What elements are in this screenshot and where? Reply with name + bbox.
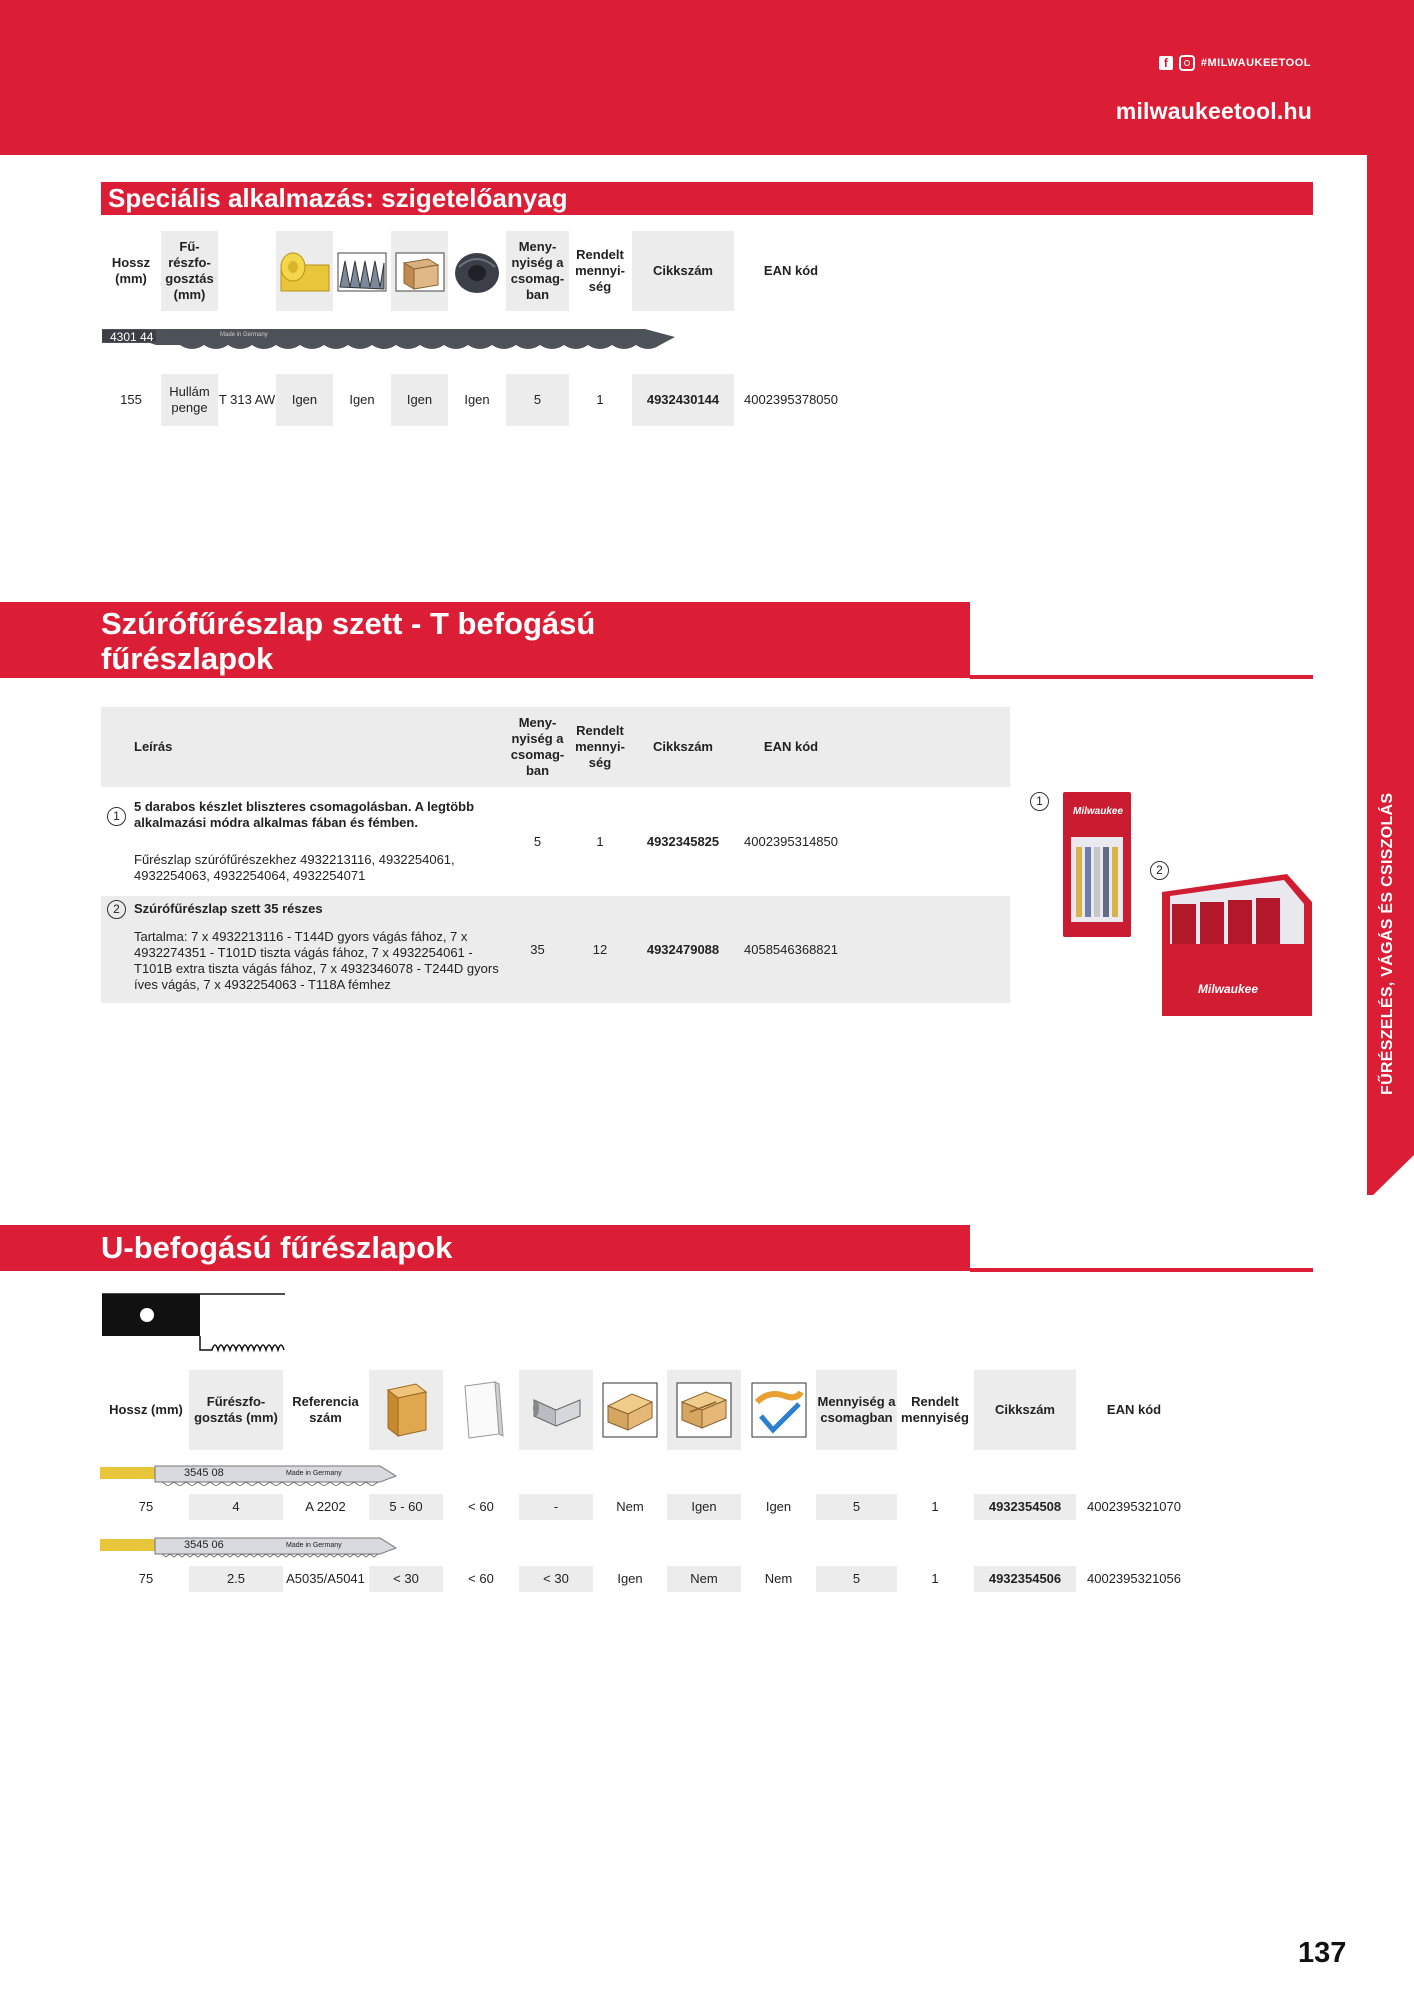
col-cikkszam: Cikkszám — [632, 231, 734, 311]
material-cardboard-icon — [391, 231, 448, 311]
col-qty: Meny-nyiség a csomag-ban — [510, 715, 565, 778]
col-cikkszam: Cikkszám — [653, 739, 713, 754]
cell-m5: Nem — [667, 1566, 741, 1592]
col-ean: EAN kód — [763, 263, 819, 278]
cell-qty: 5 — [816, 1494, 897, 1520]
brand-logo: Milwaukee — [1198, 982, 1259, 996]
image-label-2: 2 — [1150, 861, 1169, 880]
cell-m1: Igen — [276, 374, 333, 426]
instagram-icon[interactable] — [1179, 55, 1195, 71]
cell-cikkszam: 4932479088 — [646, 942, 720, 957]
display-box-image — [1162, 874, 1312, 1016]
row-body: Fűrészlap szúrófűrészekhez 4932213116, 4932254061, 4932254063, 4932254064, 4932254071 — [134, 852, 455, 883]
page-number: 137 — [1298, 1937, 1347, 1969]
row-title: Szúrófűrészlap szett 35 részes — [134, 901, 323, 916]
cell-fogasztas: Hullám penge — [161, 374, 218, 426]
cell-m4: Igen — [464, 392, 490, 407]
cell-m5: Igen — [667, 1494, 741, 1520]
section1-title: Speciális alkalmazás: szigetelőanyag — [101, 182, 1313, 215]
material-wood-cut-icon — [667, 1370, 741, 1450]
cell-ref: T 313 AW — [218, 392, 276, 407]
cell-ean: 4058546368821 — [744, 942, 838, 957]
site-url[interactable]: milwaukeetool.hu — [1115, 98, 1312, 124]
section3-rule — [970, 1268, 1313, 1272]
cell-m3: < 30 — [519, 1566, 593, 1592]
row-number: 2 — [107, 900, 126, 919]
cell-qty: 5 — [506, 374, 569, 426]
col-ref: Referencia szám — [292, 1394, 359, 1425]
cell-ref: A 2202 — [305, 1499, 346, 1514]
cell-ean: 4002395378050 — [744, 392, 838, 407]
material-pipe-icon — [519, 1370, 593, 1450]
hashtag: #MILWAUKEETOOL — [1200, 57, 1311, 69]
brand-logo: Milwaukee — [1073, 806, 1124, 817]
col-ordered: Rendelt mennyi-ség — [575, 247, 625, 294]
cell-m2: < 60 — [468, 1571, 494, 1586]
cell-m1: 5 - 60 — [369, 1494, 443, 1520]
cell-hossz: 75 — [138, 1571, 154, 1586]
blade-label: 3545 06 — [184, 1539, 224, 1551]
blister-pack-image — [1063, 792, 1131, 937]
col-hossz: Hossz (mm) — [109, 1402, 183, 1417]
blade-made: Made in Germany — [286, 1542, 342, 1549]
material-rubber-icon — [449, 231, 505, 311]
section3-title: U-befogású fűrészlapok — [0, 1225, 970, 1271]
cell-m4: Igen — [617, 1571, 643, 1586]
section2-rule — [970, 675, 1313, 679]
col-ean: EAN kód — [1106, 1402, 1162, 1417]
cell-fogasztas: 4 — [189, 1494, 283, 1520]
section2-title-line2: fűrészlapok — [101, 641, 274, 676]
section2-title — [0, 602, 970, 678]
section2-title-line1: Szúrófűrészlap szett - T befogású — [101, 606, 596, 641]
u-blade-image-1 — [100, 1464, 400, 1486]
cell-hossz: 75 — [138, 1499, 154, 1514]
cell-m6: Nem — [764, 1571, 793, 1586]
blade-label: 4301 44 — [110, 330, 154, 344]
col-fogasztas: Fűrészfo-gosztás (mm) — [189, 1370, 283, 1450]
material-foam-icon — [334, 231, 390, 311]
cell-qty: 5 — [816, 1566, 897, 1592]
col-hossz: Hossz (mm) — [111, 255, 151, 286]
cell-qty: 5 — [533, 834, 542, 849]
col-ean: EAN kód — [763, 739, 819, 754]
cell-ean: 4002395321056 — [1087, 1571, 1181, 1586]
side-tab-label: FŰRÉSZELÉS, VÁGÁS ÉS CSISZOLÁS — [1379, 792, 1396, 1095]
blade-label: 3545 08 — [184, 1467, 224, 1479]
col-ordered: Rendelt mennyiség — [901, 1394, 969, 1425]
material-wood-plank-icon — [594, 1370, 666, 1450]
header-bar — [0, 0, 1414, 155]
cell-ordered: 1 — [596, 834, 604, 849]
material-wood-block-icon — [369, 1370, 443, 1450]
cell-hossz: 155 — [120, 392, 142, 407]
row-number: 1 — [107, 807, 126, 826]
col-cikkszam: Cikkszám — [974, 1370, 1076, 1450]
material-board-icon — [444, 1370, 518, 1450]
cell-cikkszam: 4932430144 — [632, 374, 734, 426]
cell-cikkszam: 4932345825 — [646, 834, 720, 849]
cell-m3: - — [519, 1494, 593, 1520]
cell-m4: Nem — [616, 1499, 644, 1514]
col-qty: Meny-nyiség a csomag-ban — [506, 231, 569, 311]
cell-m2: Igen — [349, 392, 375, 407]
cell-ordered: 1 — [931, 1571, 939, 1586]
cell-ordered: 1 — [596, 392, 604, 407]
social-links — [1159, 55, 1311, 71]
cell-m2: < 60 — [468, 1499, 494, 1514]
cell-ean: 4002395314850 — [744, 834, 838, 849]
col-qty: Mennyiség a csomagban — [816, 1370, 897, 1450]
blade-made: Made in Germany — [220, 332, 268, 338]
facebook-icon[interactable]: f — [1159, 56, 1173, 70]
row-title: 5 darabos készlet bliszteres csomagolásban. A legtöbb alkalmazási módra alkalmas fában és fémben. — [134, 799, 475, 830]
col-leiras: Leírás — [134, 739, 173, 754]
fast-clean-cut-icon — [742, 1370, 815, 1450]
cell-cikkszam: 4932354508 — [974, 1494, 1076, 1520]
blade-made: Made in Germany — [286, 1470, 342, 1477]
col-ordered: Rendelt mennyi-ség — [575, 723, 625, 770]
cell-ref: A5035/A5041 — [286, 1571, 365, 1586]
u-shank-diagram — [100, 1292, 290, 1354]
side-tab-tip — [1367, 1155, 1414, 1201]
insulation-blade-image — [100, 323, 680, 359]
material-insulation-icon — [276, 231, 333, 311]
col-fogasztas: Fű-részfo-gosztás (mm) — [161, 231, 218, 311]
cell-m1: < 30 — [369, 1566, 443, 1592]
cell-fogasztas: 2.5 — [189, 1566, 283, 1592]
image-label-1: 1 — [1030, 792, 1049, 811]
cell-ordered: 12 — [592, 942, 608, 957]
row-body: Tartalma: 7 x 4932213116 - T144D gyors vágás fához, 7 x 4932274351 - T101D tiszta vágás fához, 7 x 4932254061 - T101B extra tiszta vágás fához, 7 x 4932346078 - T244D gyors íves vágás, 7 x 4932254063 - T118A fémhez — [134, 929, 499, 992]
cell-m6: Igen — [765, 1499, 792, 1514]
cell-qty: 35 — [530, 942, 545, 957]
cell-ordered: 1 — [931, 1499, 939, 1514]
cell-ean: 4002395321070 — [1087, 1499, 1181, 1514]
cell-m3: Igen — [391, 374, 448, 426]
cell-cikkszam: 4932354506 — [974, 1566, 1076, 1592]
u-blade-image-2 — [100, 1536, 400, 1558]
